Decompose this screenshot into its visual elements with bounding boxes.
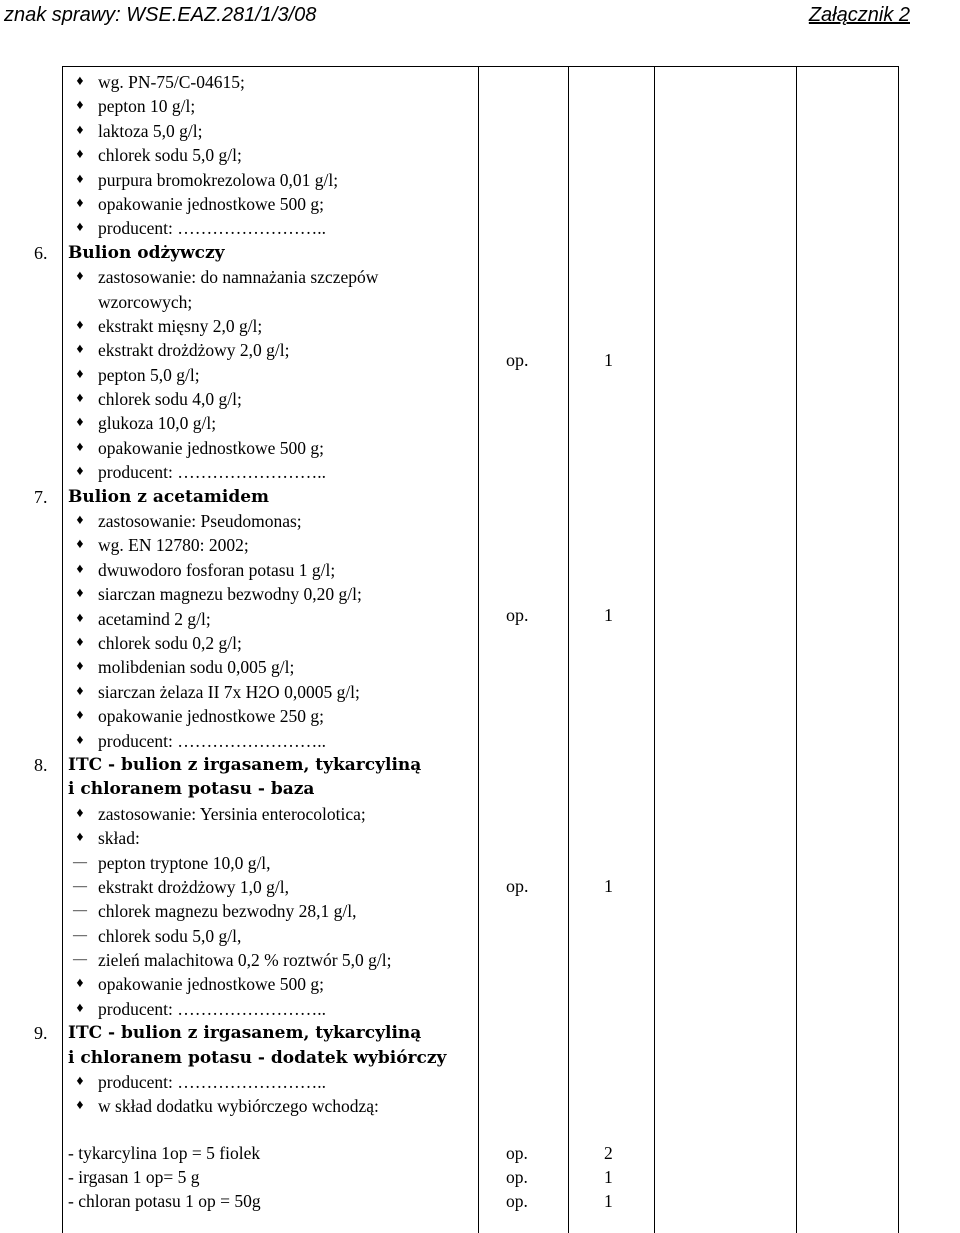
quantity-unit: op. — [506, 350, 529, 370]
additive-item — [68, 1141, 628, 1165]
item-description-list — [34, 70, 478, 1119]
dash-icon: — — [73, 903, 87, 919]
diamond-bullet-icon: ♦ — [76, 220, 84, 236]
additive-item-unit: op. — [506, 1167, 528, 1187]
diamond-bullet-icon: ♦ — [76, 147, 84, 163]
list-item-text: pepton tryptone 10,0 g/l, — [98, 852, 271, 873]
list-item-text: producent: …………………….. — [98, 730, 326, 751]
bullet-list-item — [68, 802, 478, 826]
bullet-list-item — [68, 997, 478, 1021]
diamond-bullet-icon: ♦ — [76, 98, 84, 114]
bullet-list-item — [68, 607, 478, 631]
bullet-list-item — [68, 826, 478, 850]
list-item-text: pepton 10 g/l; — [98, 96, 196, 117]
bullet-list-item — [68, 460, 478, 484]
list-item-text: purpura bromokrezolowa 0,01 g/l; — [98, 169, 339, 190]
list-item-text: wzorcowych; — [98, 291, 193, 312]
additive-item — [68, 1165, 628, 1189]
diamond-bullet-icon: ♦ — [76, 732, 84, 748]
diamond-bullet-icon: ♦ — [76, 1098, 84, 1114]
additive-item-value: 1 — [604, 1167, 613, 1187]
list-item-text: chlorek sodu 5,0 g/l; — [98, 145, 242, 166]
diamond-bullet-icon: ♦ — [76, 171, 84, 187]
table-top-border — [62, 66, 899, 67]
dash-list-item — [68, 924, 478, 948]
bullet-list-item — [68, 119, 478, 143]
list-item-text: opakowanie jednostkowe 250 g; — [98, 706, 324, 727]
item-number: 8. — [34, 754, 48, 775]
dash-icon: — — [73, 854, 87, 870]
bullet-list-item — [68, 168, 478, 192]
diamond-bullet-icon: ♦ — [76, 342, 84, 358]
diamond-bullet-icon: ♦ — [76, 830, 84, 846]
item-heading-continued — [68, 1046, 478, 1070]
diamond-bullet-icon: ♦ — [76, 122, 84, 138]
item-heading-continued — [68, 777, 478, 801]
diamond-bullet-icon: ♦ — [76, 683, 84, 699]
list-item-text: chlorek sodu 5,0 g/l, — [98, 925, 242, 946]
additive-item-unit: op. — [506, 1191, 528, 1211]
bullet-list-item — [68, 533, 478, 557]
list-item-text: chlorek sodu 0,2 g/l; — [98, 632, 242, 653]
bullet-list-item — [68, 94, 478, 118]
item-title: Bulion z acetamidem — [68, 486, 270, 507]
dash-list-item — [68, 948, 478, 972]
list-item-text: producent: …………………….. — [98, 1072, 326, 1093]
bullet-list-item — [68, 558, 478, 582]
bullet-list-item — [68, 411, 478, 435]
table-column-divider — [898, 66, 899, 1233]
item-number: 6. — [34, 242, 48, 263]
additive-item-value: 1 — [604, 1191, 613, 1211]
list-item-text: siarczan magnezu bezwodny 0,20 g/l; — [98, 584, 362, 605]
additive-item-label: - chloran potasu 1 op = 50g — [68, 1191, 261, 1211]
dash-list-item — [68, 899, 478, 923]
additive-item-value: 2 — [604, 1143, 613, 1163]
bullet-list-item — [68, 216, 478, 240]
list-item-text: chlorek magnezu bezwodny 28,1 g/l, — [98, 901, 357, 922]
list-item-text: chlorek sodu 4,0 g/l; — [98, 389, 242, 410]
diamond-bullet-icon: ♦ — [76, 513, 84, 529]
diamond-bullet-icon: ♦ — [76, 391, 84, 407]
list-item-text: wg. PN-75/C-04615; — [98, 72, 245, 92]
list-item-text: glukoza 10,0 g/l; — [98, 413, 217, 434]
item-heading — [34, 753, 478, 777]
item-title: i chloranem potasu - dodatek wybiórczy — [68, 1047, 447, 1068]
list-item-text: pepton 5,0 g/l; — [98, 364, 200, 385]
additive-item — [68, 1189, 628, 1213]
diamond-bullet-icon: ♦ — [76, 976, 84, 992]
list-item-text: opakowanie jednostkowe 500 g; — [98, 437, 324, 458]
bullet-list-item — [68, 655, 478, 679]
item-heading — [34, 1021, 478, 1045]
diamond-bullet-icon: ♦ — [76, 415, 84, 431]
bullet-list-item — [68, 1070, 478, 1094]
quantity-value: 1 — [604, 876, 613, 896]
list-item-text: producent: …………………….. — [98, 218, 326, 239]
bullet-list-item — [68, 436, 478, 460]
bullet-list-item — [68, 265, 478, 289]
diamond-bullet-icon: ♦ — [76, 561, 84, 577]
dash-list-item — [68, 875, 478, 899]
table-column-divider — [568, 66, 569, 1233]
list-item-text: w skład dodatku wybiórczego wchodzą: — [98, 1096, 379, 1117]
additive-item-unit: op. — [506, 1143, 528, 1163]
item-title: ITC - bulion z irgasanem, tykarcyliną — [68, 1023, 422, 1044]
bullet-list-item — [68, 1094, 478, 1118]
list-item-text: producent: …………………….. — [98, 998, 326, 1019]
list-item-text: wg. EN 12780: 2002; — [98, 535, 249, 556]
table-column-divider — [478, 66, 479, 1233]
diamond-bullet-icon: ♦ — [76, 1000, 84, 1016]
item-title: Bulion odżywczy — [68, 242, 225, 263]
list-item-text: zastosowanie: Pseudomonas; — [98, 511, 302, 532]
diamond-bullet-icon: ♦ — [76, 805, 84, 821]
diamond-bullet-icon: ♦ — [76, 195, 84, 211]
additive-item-label: - tykarcylina 1op = 5 fiolek — [68, 1143, 261, 1163]
bullet-list-item — [68, 338, 478, 362]
list-item-text: skład: — [98, 828, 140, 849]
bullet-list-item — [68, 314, 478, 338]
diamond-bullet-icon: ♦ — [76, 74, 84, 89]
diamond-bullet-icon: ♦ — [76, 659, 84, 675]
bullet-list-item — [68, 631, 478, 655]
additive-items-list — [68, 1141, 628, 1213]
list-item-text: molibdenian sodu 0,005 g/l; — [98, 657, 295, 678]
table-column-divider — [62, 66, 63, 1233]
diamond-bullet-icon: ♦ — [76, 610, 84, 626]
bullet-list-item — [68, 387, 478, 411]
list-item-text: dwuwodoro fosforan potasu 1 g/l; — [98, 559, 336, 580]
dash-list-item — [68, 851, 478, 875]
bullet-list-item — [68, 729, 478, 753]
quantity-unit: op. — [506, 605, 529, 625]
list-item-text: ekstrakt mięsny 2,0 g/l; — [98, 315, 263, 336]
bullet-list-item — [68, 704, 478, 728]
diamond-bullet-icon: ♦ — [76, 537, 84, 553]
case-reference: znak sprawy: WSE.EAZ.281/1/3/08 — [4, 4, 317, 26]
diamond-bullet-icon: ♦ — [76, 269, 84, 285]
item-title: ITC - bulion z irgasanem, tykarcyliną — [68, 754, 422, 775]
list-item-text: opakowanie jednostkowe 500 g; — [98, 193, 324, 214]
list-item-text: acetamind 2 g/l; — [98, 608, 211, 629]
table-column-divider — [796, 66, 797, 1233]
bullet-list-item — [68, 582, 478, 606]
diamond-bullet-icon: ♦ — [76, 464, 84, 480]
list-item-text: zastosowanie: Yersinia enterocolotica; — [98, 803, 366, 824]
dash-icon: — — [73, 927, 87, 943]
quantity-value: 1 — [604, 605, 613, 625]
bullet-list-item — [68, 680, 478, 704]
bullet-list-item — [68, 972, 478, 996]
bullet-list-item — [68, 192, 478, 216]
diamond-bullet-icon: ♦ — [76, 1074, 84, 1090]
item-heading — [34, 241, 478, 265]
list-item-text: laktoza 5,0 g/l; — [98, 120, 203, 141]
bullet-list-item — [68, 363, 478, 387]
item-heading — [34, 485, 478, 509]
list-item-text: ekstrakt drożdżowy 2,0 g/l; — [98, 340, 290, 361]
item-number: 7. — [34, 486, 48, 507]
item-number: 9. — [34, 1023, 48, 1044]
diamond-bullet-icon: ♦ — [76, 317, 84, 333]
table-column-divider — [654, 66, 655, 1233]
quantity-value: 1 — [604, 350, 613, 370]
list-item-text: producent: …………………….. — [98, 462, 326, 483]
bullet-list-item — [68, 509, 478, 533]
list-item-text: zieleń malachitowa 0,2 % roztwór 5,0 g/l; — [98, 950, 392, 971]
bullet-list-item — [68, 70, 478, 94]
bullet-list-item — [68, 143, 478, 167]
diamond-bullet-icon: ♦ — [76, 634, 84, 650]
dash-icon: — — [73, 952, 87, 968]
quantity-unit: op. — [506, 876, 529, 896]
item-title: i chloranem potasu - baza — [68, 779, 315, 800]
diamond-bullet-icon: ♦ — [76, 586, 84, 602]
attachment-label: Załącznik 2 — [808, 4, 910, 26]
diamond-bullet-icon: ♦ — [76, 366, 84, 382]
list-item-text: siarczan żelaza II 7x H2O 0,0005 g/l; — [98, 681, 360, 702]
list-item-text: opakowanie jednostkowe 500 g; — [98, 974, 324, 995]
list-item-text: zastosowanie: do namnażania szczepów — [98, 267, 379, 288]
diamond-bullet-icon: ♦ — [76, 708, 84, 724]
dash-icon: — — [73, 878, 87, 894]
diamond-bullet-icon: ♦ — [76, 439, 84, 455]
additive-item-label: - irgasan 1 op= 5 g — [68, 1167, 200, 1187]
bullet-list-item — [68, 290, 478, 314]
list-item-text: ekstrakt drożdżowy 1,0 g/l, — [98, 876, 289, 897]
